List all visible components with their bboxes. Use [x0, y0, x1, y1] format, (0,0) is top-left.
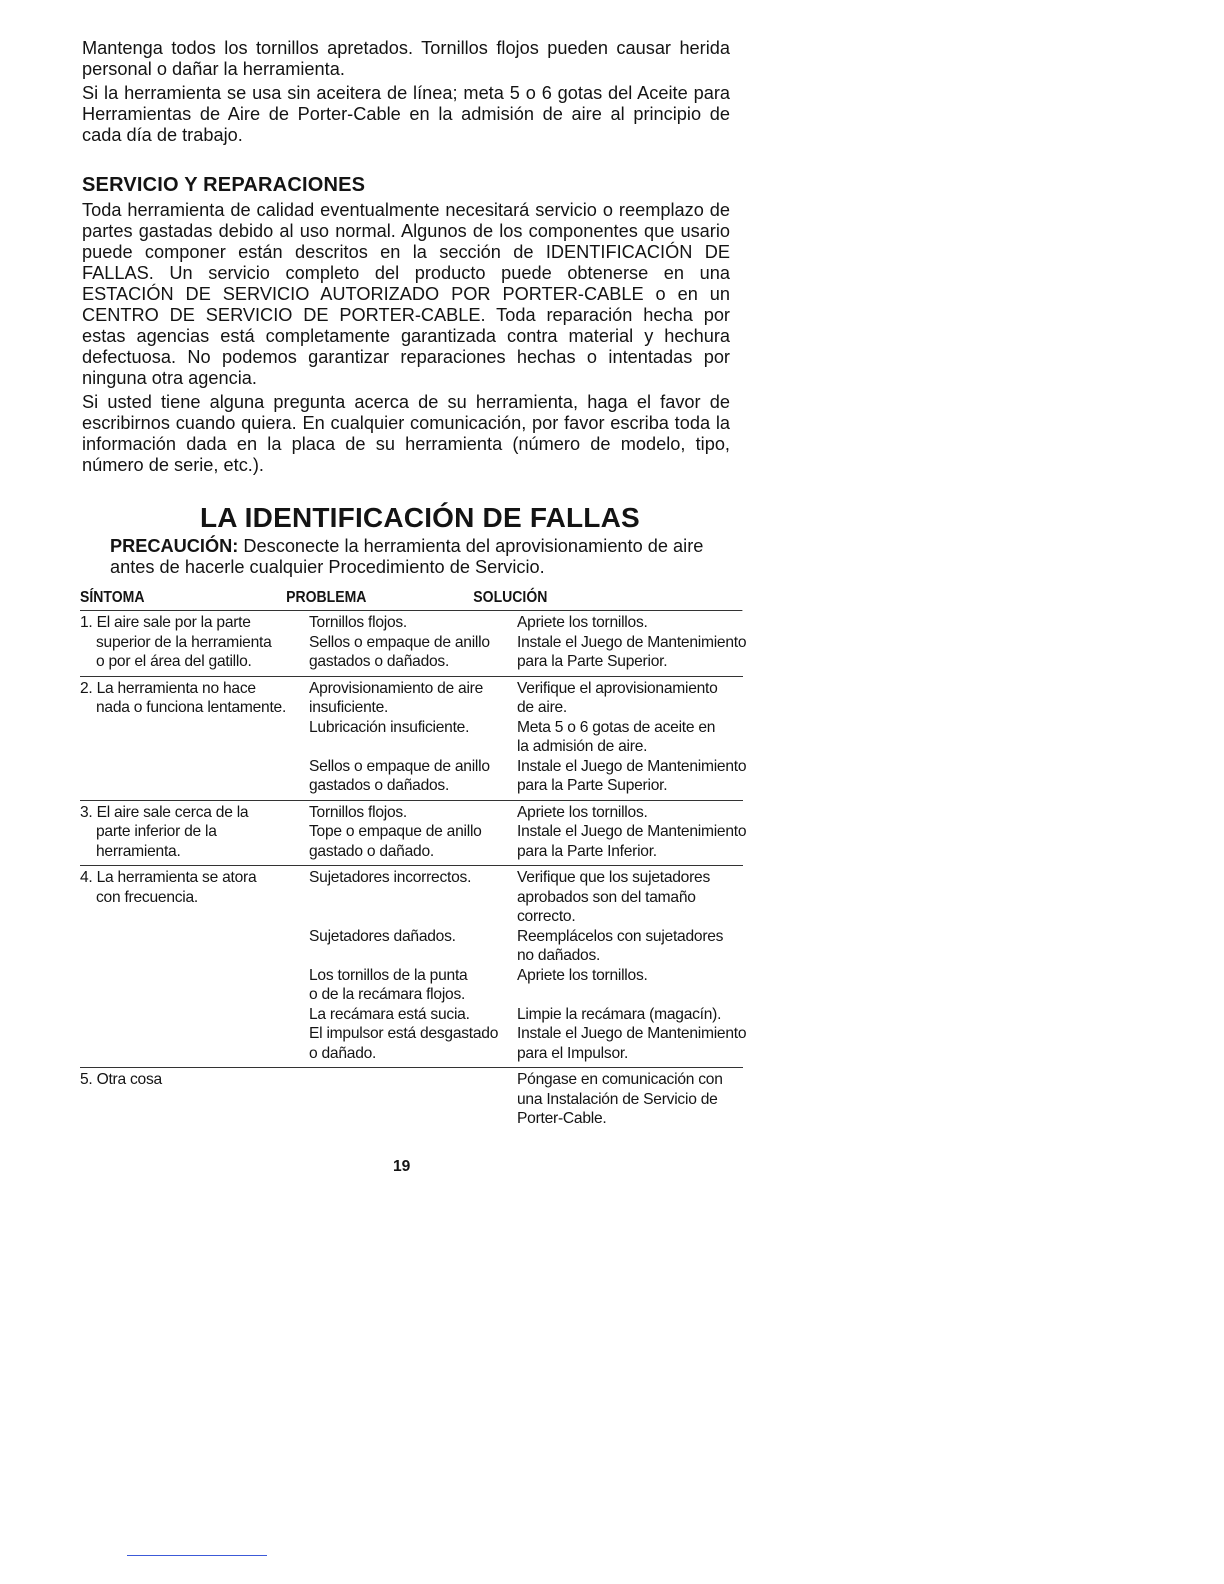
symptom-line: 5. Otra cosa: [80, 1071, 162, 1088]
caution-label: PRECAUCIÓN:: [110, 536, 239, 556]
table-row: [80, 1068, 743, 1133]
symptom-line: 2. La herramienta no hace: [80, 679, 256, 697]
symptom-line: superior de la herramienta: [96, 633, 272, 651]
cell-symptom: [80, 613, 309, 672]
problem-line: Sellos o empaque de anillo: [309, 757, 490, 775]
solution-line: para el Impulsor.: [517, 1044, 629, 1062]
caution-text: Desconecte la herramienta del aprovisionamiento de aire antes de hacerle cualquier Procedimiento de Servicio.: [110, 536, 704, 577]
solution-line: Reemplácelos con sujetadores: [517, 927, 724, 945]
footer-underline: [127, 1555, 267, 1556]
symptom-line: 4. La herramienta se atora: [80, 869, 257, 886]
header-symptom: SÍNTOMA: [80, 589, 145, 606]
solution-line: Porter-Cable.: [517, 1110, 607, 1127]
symptom-line: 1. El aire sale por la parte: [80, 614, 251, 631]
solution-line: Limpie la recámara (magacín).: [517, 1005, 722, 1023]
table-row: [80, 866, 747, 1068]
solution-line: para la Parte Superior.: [517, 777, 668, 794]
solution-line: Apriete los tornillos.: [517, 966, 648, 984]
cell-solution: [517, 868, 747, 1063]
problem-line: El impulsor está desgastado: [309, 1025, 499, 1042]
problem-line: [309, 907, 517, 927]
solution-line: Instale el Juego de Mantenimiento: [517, 757, 747, 775]
cell-symptom: [80, 803, 309, 862]
table-row: [80, 611, 747, 677]
cell-problem: [309, 613, 517, 672]
problem-line: Lubricación insuficiente.: [309, 718, 470, 736]
symptom-line: nada o funciona lentamente.: [96, 699, 287, 716]
problem-line: Sujetadores incorrectos.: [309, 869, 472, 886]
table-header: [80, 589, 742, 611]
cell-problem: [309, 1070, 517, 1129]
symptom-line: 3. El aire sale cerca de la: [80, 803, 249, 821]
solution-line: no dañados.: [517, 947, 601, 964]
problem-line: Los tornillos de la punta: [309, 966, 468, 984]
solution-line: la admisión de aire.: [517, 738, 648, 755]
problem-line: o de la recámara flojos.: [309, 986, 466, 1003]
solution-line: para la Parte Inferior.: [517, 842, 657, 860]
service-paragraph-1: Toda herramienta de calidad eventualmente necesitará servicio o reemplazo de partes gastadas debido al uso normal. Algunos de los componentes que usario puede componer están descritos en la sección de IDENTIFICACIÓN DE FALLAS. Un servicio completo del producto puede obtenerse en una ESTACIÓN DE SERVICIO AUTORIZADO POR PORTER-CABLE o en un CENTRO DE SERVICIO DE PORTER-CABLE. Toda reparación hecha por estas agencias está completamente garantizada contra material y hechura defectuosa. No podemos garantizar reparaciones hechas o intentadas por ninguna otra agencia.: [82, 200, 730, 388]
solution-line: para la Parte Superior.: [517, 653, 668, 670]
problem-line: [309, 946, 517, 966]
cell-solution: [517, 679, 747, 796]
table-body: [80, 611, 747, 1133]
problem-line: gastados o dañados.: [309, 777, 450, 794]
intro-paragraph-1: Mantenga todos los tornillos apretados. Tornillos flojos pueden causar herida personal o dañar la herramienta.: [82, 38, 730, 79]
cell-solution: [517, 803, 747, 862]
solution-line: Instale el Juego de Mantenimiento: [517, 1025, 747, 1042]
header-problem: PROBLEMA: [286, 589, 367, 606]
problem-line: o dañado.: [309, 1044, 377, 1062]
problem-line: [309, 737, 517, 757]
intro-paragraph-2: Si la herramienta se usa sin aceitera de línea; meta 5 o 6 gotas del Aceite para Herramientas de Aire de Porter-Cable en la admisión de aire al principio de cada día de trabajo.: [82, 83, 730, 145]
cell-symptom: [80, 1070, 309, 1129]
problem-line: Sujetadores dañados.: [309, 927, 456, 945]
problem-line: Tope o empaque de anillo: [309, 823, 482, 840]
solution-line: Meta 5 o 6 gotas de aceite en: [517, 718, 716, 736]
cell-problem: [309, 679, 517, 796]
cell-symptom: [80, 868, 309, 1063]
problem-line: gastados o dañados.: [309, 653, 450, 670]
problem-line: Tornillos flojos.: [309, 803, 408, 821]
header-solution: SOLUCIÓN: [473, 589, 548, 606]
solution-line: Póngase en comunicación con: [517, 1071, 723, 1088]
service-paragraph-2: Si usted tiene alguna pregunta acerca de su herramienta, haga el favor de escribirnos cuando quiera. En cualquier comunicación, por favor escriba toda la información dada en la placa de su herramienta (número de modelo, tipo, número de serie, etc.).: [82, 392, 730, 475]
symptom-line: o por el área del gatillo.: [96, 653, 252, 670]
solution-line: Verifique que los sujetadores: [517, 869, 711, 886]
solution-line: Verifique el aprovisionamiento: [517, 679, 718, 697]
solution-line: Apriete los tornillos.: [517, 614, 648, 631]
symptom-line: herramienta.: [96, 842, 181, 860]
problem-line: gastado o dañado.: [309, 842, 434, 860]
cell-problem: [309, 803, 517, 862]
troubleshooting-heading: LA IDENTIFICACIÓN DE FALLAS: [200, 502, 640, 533]
problem-line: insuficiente.: [309, 699, 389, 716]
solution-line: Instale el Juego de Mantenimiento: [517, 633, 747, 651]
cell-solution: [517, 1070, 743, 1129]
cell-problem: [309, 868, 517, 1063]
troubleshooting-table: [80, 589, 747, 1133]
page-number: 19: [393, 1158, 411, 1175]
solution-line: Instale el Juego de Mantenimiento: [517, 823, 747, 840]
cell-symptom: [80, 679, 309, 796]
solution-line: correcto.: [517, 908, 576, 925]
problem-line: La recámara está sucia.: [309, 1005, 470, 1023]
cell-solution: [517, 613, 747, 672]
problem-line: Aprovisionamiento de aire: [309, 679, 484, 697]
problem-line: Tornillos flojos.: [309, 614, 408, 631]
service-heading: SERVICIO Y REPARACIONES: [82, 174, 366, 196]
symptom-line: con frecuencia.: [96, 888, 199, 906]
manual-page: [80, 38, 747, 1133]
solution-line: una Instalación de Servicio de: [517, 1090, 718, 1108]
solution-line: aprobados son del tamaño: [517, 888, 696, 906]
solution-line: [517, 985, 743, 1005]
caution-note: [110, 536, 730, 578]
solution-line: Apriete los tornillos.: [517, 803, 648, 821]
table-row: [80, 677, 747, 801]
table-row: [80, 801, 747, 867]
symptom-line: parte inferior de la: [96, 823, 217, 840]
problem-line: Sellos o empaque de anillo: [309, 633, 490, 651]
solution-line: de aire.: [517, 699, 568, 716]
problem-line: [309, 888, 517, 908]
